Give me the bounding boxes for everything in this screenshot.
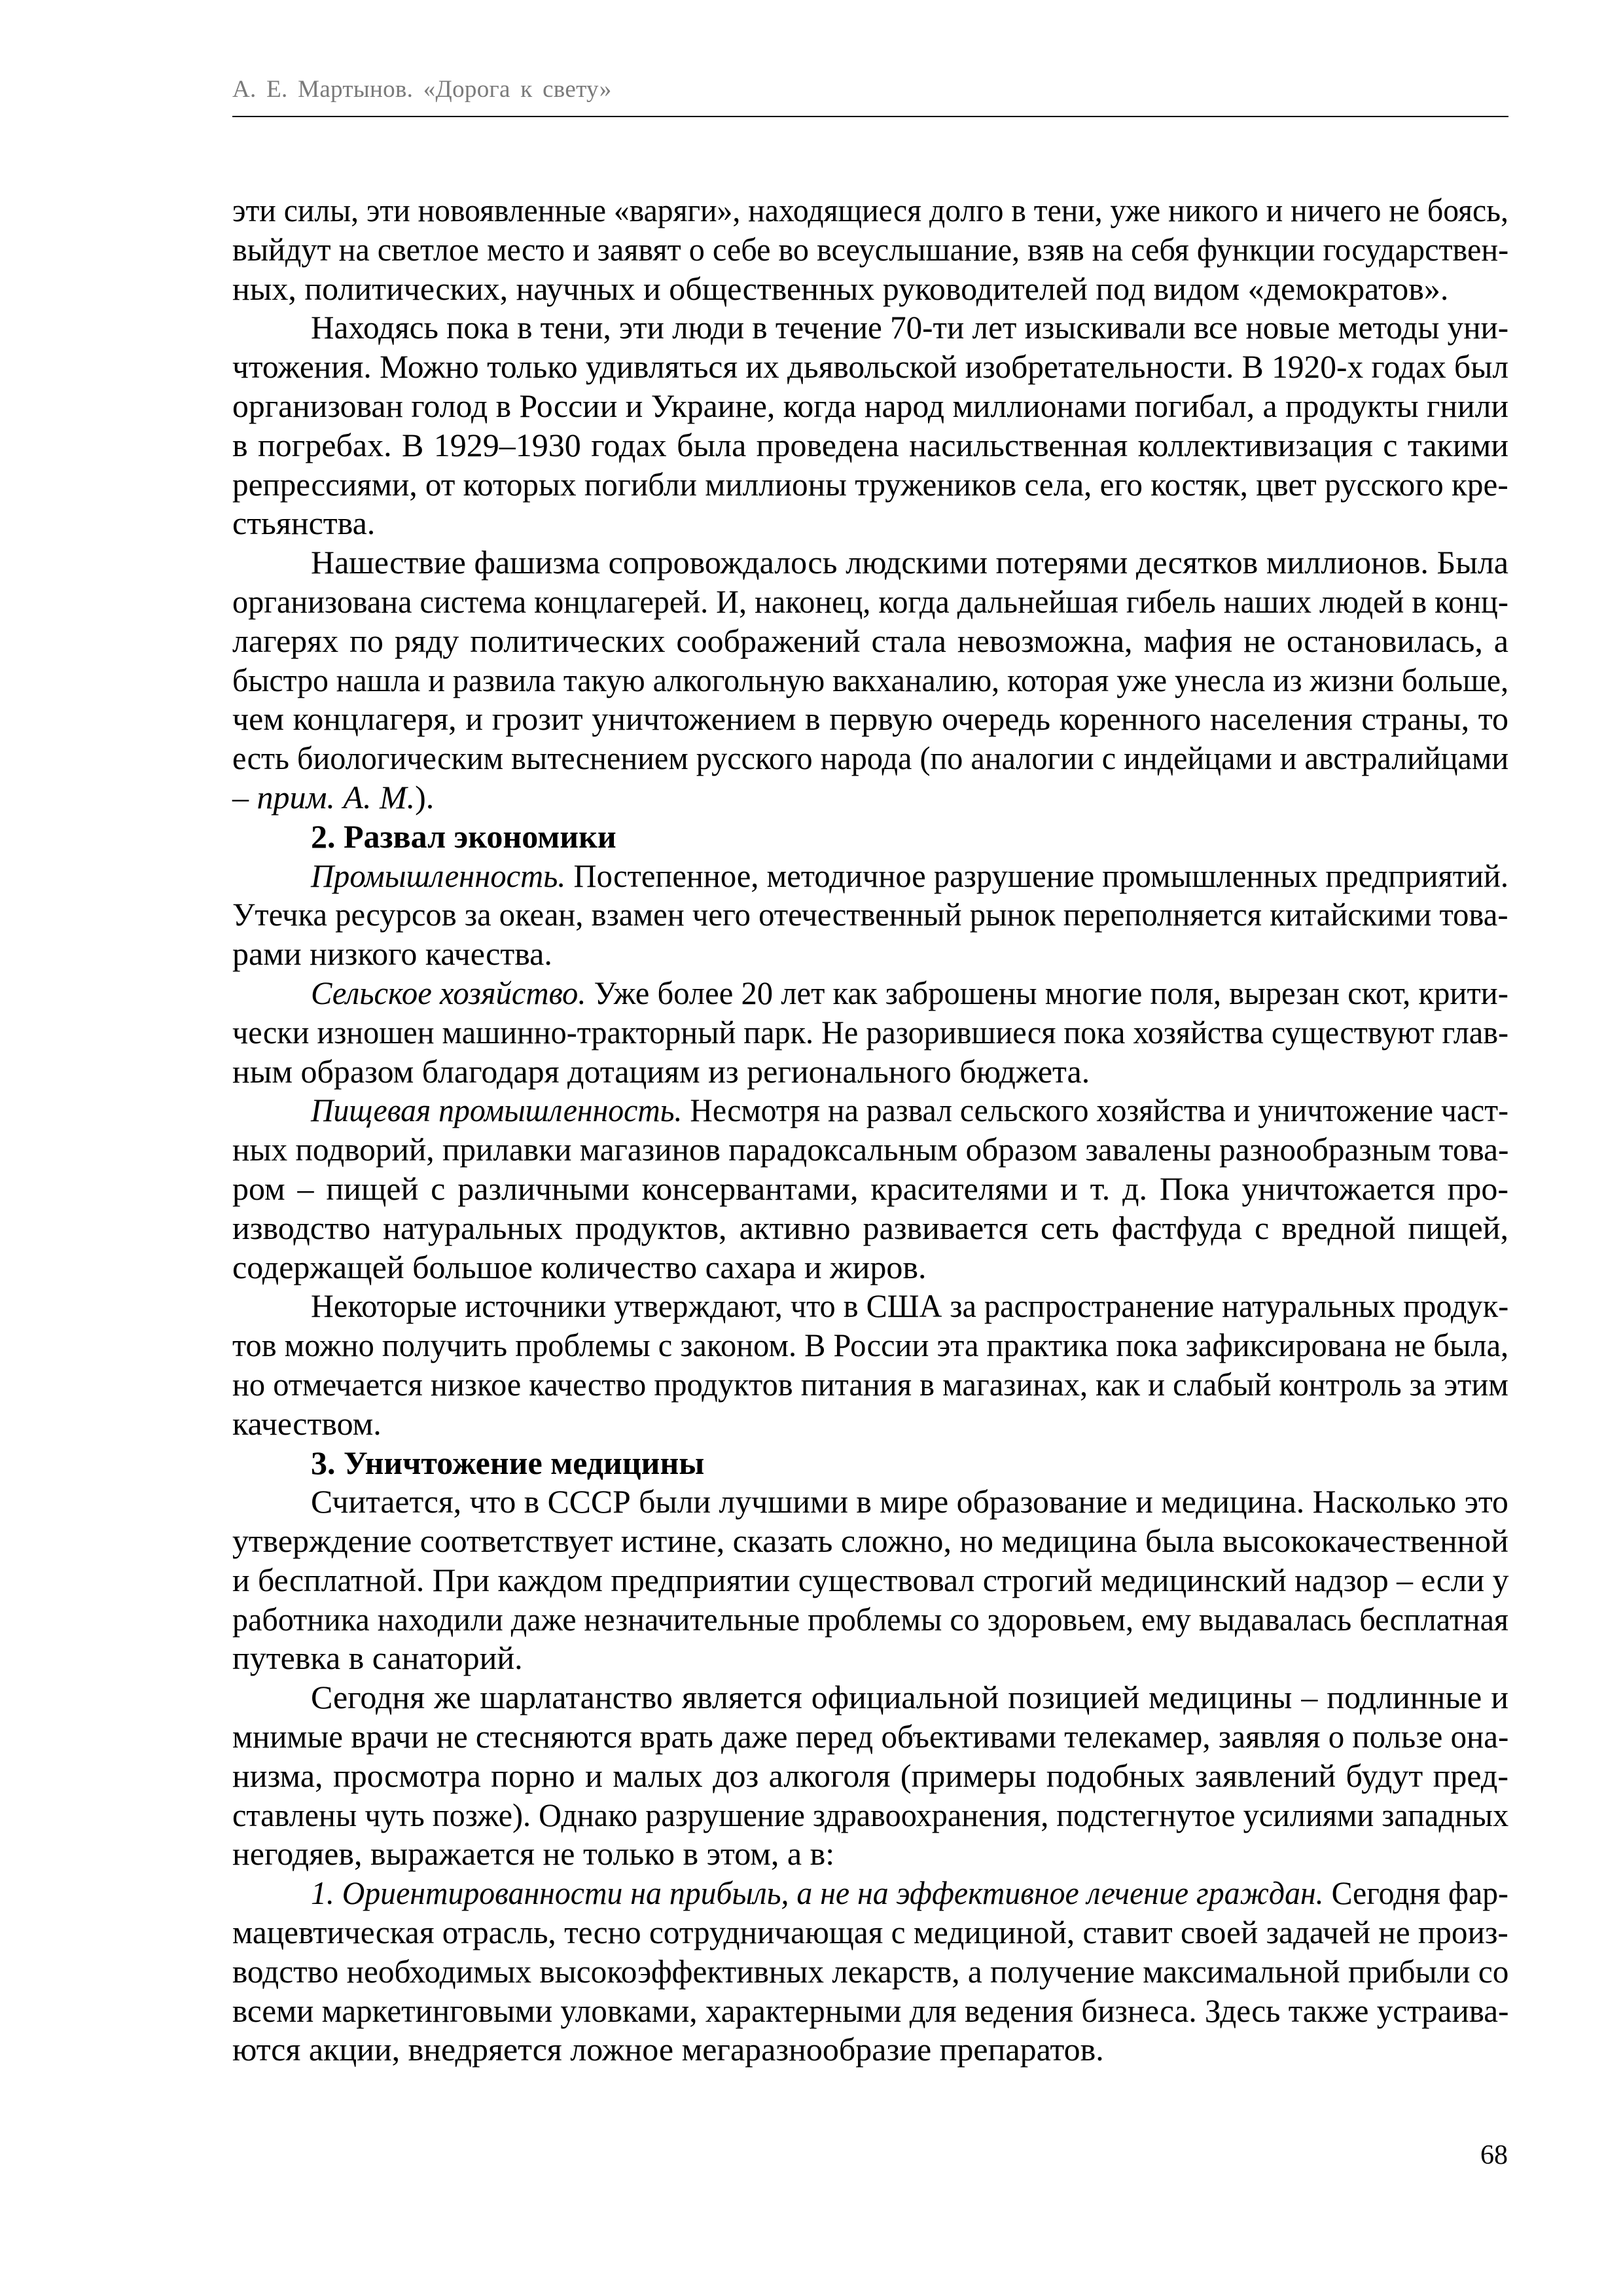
lead-term: 1. Ориентированности на прибыль, а не на эффективное лечение граждан. — [311, 1874, 1324, 1912]
lead-term: Сельское хозяйство. — [311, 974, 586, 1011]
text-line: Утечка ресурсов за океан, взамен чего отечественный рынок переполняется китайскими това- — [232, 896, 1508, 933]
text-line: Находясь пока в тени, эти люди в течение 70-ти лет изыскивали все новые методы уни- — [311, 309, 1509, 346]
lead-term: Пищевая промышленность. — [311, 1092, 683, 1129]
lead-term: Промышленность. — [311, 857, 566, 894]
paragraph-industry — [232, 857, 1508, 974]
text-line: рами низкого качества. — [232, 935, 552, 973]
text-line: 1. Ориентированности на прибыль, а не на эффективное лечение граждан. Сегодня фар- — [311, 1874, 1508, 1912]
text-line: эти силы, эти новоявленные «варяги», находящиеся долго в тени, уже никого и ничего не боясь, — [232, 192, 1508, 228]
text-line: Сельское хозяйство. Уже более 20 лет как заброшены многие поля, вырезан скот, крити- — [311, 974, 1508, 1011]
text-line: содержащей большое количество сахара и жиров. — [232, 1248, 927, 1285]
page-number: 68 — [1480, 2140, 1508, 2170]
text-line: лагерях по ряду политических соображений стала невозможна, мафия не остановилась, а — [232, 622, 1508, 659]
text-line: – прим. А. М.). — [232, 778, 435, 816]
section-heading-medicine: 3. Уничтожение медицины — [311, 1444, 705, 1481]
text-line: чем концлагеря, и грозит уничтожением в первую очередь коренного населения страны, то — [232, 700, 1508, 738]
text-line: выйдут на светлое место и заявят о себе во всеуслышание, взяв на себя функции государствен- — [232, 230, 1509, 268]
text-line: качеством. — [232, 1405, 382, 1442]
text-line: утверждение соответствует истине, сказать сложно, но медицина была высококачественной — [232, 1522, 1508, 1560]
text-line: изводство натуральных продуктов, активно развивается сеть фастфуда с вредной пищей, — [232, 1209, 1508, 1246]
section-heading-economy: 2. Развал экономики — [311, 817, 616, 855]
text-line: и бесплатной. При каждом предприятии существовал строгий медицинский надзор – если у — [232, 1561, 1509, 1598]
body-text — [232, 191, 1508, 2070]
text-line: Нашествие фашизма сопровождалось людскими потерями десятков миллионов. Была — [311, 544, 1508, 581]
text-line: быстро нашла и развила такую алкогольную вакханалию, которая уже унесла из жизни больше, — [232, 661, 1509, 698]
text-line: работника находили даже незначительные проблемы со здоровьем, ему выдавалась бесплатная — [232, 1600, 1509, 1638]
text-line: организована система концлагерей. И, наконец, когда дальнейшая гибель наших людей в конц- — [232, 583, 1508, 620]
text-line: стьянства. — [232, 505, 376, 542]
paragraph-repressions — [232, 308, 1508, 543]
author-note: прим. А. М. — [257, 778, 416, 816]
paragraph-ussr-medicine — [232, 1482, 1508, 1678]
text-line: ных, политических, научных и общественных руководителей под видом «демократов». — [232, 270, 1449, 307]
text-line: низма, просмотра порно и малых доз алкоголя (примеры подобных заявлений будут пред- — [232, 1757, 1508, 1794]
text-line: ставлены чуть позже). Однако разрушение здравоохранения, подстегнутое усилиями западных — [232, 1796, 1509, 1833]
text-line: ных подворий, прилавки магазинов парадоксальным образом завалены разнообразным това- — [232, 1131, 1509, 1168]
header-rule — [232, 116, 1508, 117]
paragraph-agriculture — [232, 974, 1508, 1091]
text-line: Некоторые источники утверждают, что в США за распространение натуральных продук- — [311, 1287, 1509, 1325]
text-line: путевка в санаторий. — [232, 1640, 523, 1677]
text-line: Считается, что в СССР были лучшими в мире образование и медицина. Насколько это — [311, 1483, 1508, 1520]
paragraph-usa — [232, 1287, 1508, 1443]
text-line: чески изношен машинно-тракторный парк. Не разорившиеся пока хозяйства существуют глав- — [232, 1013, 1509, 1050]
paragraph-charlatanism — [232, 1678, 1508, 1874]
running-header: А. Е. Мартынов. «Дорога к свету» — [232, 76, 612, 103]
text-line: негодяев, выражается не только в этом, а в: — [232, 1835, 835, 1873]
text-line: организован голод в России и Украине, когда народ миллионами погибал, а продукты гнили — [232, 387, 1508, 424]
text-line: всеми маркетинговыми уловками, характерными для ведения бизнеса. Здесь также устраива- — [232, 1992, 1509, 2029]
paragraph-fascism — [232, 543, 1508, 817]
paragraph-food-industry — [232, 1091, 1508, 1287]
text-line: но отмечается низкое качество продуктов питания в магазинах, как и слабый контроль за этим — [232, 1365, 1508, 1403]
text-line: ром – пищей с различными консервантами, красителями и т. д. Пока уничтожается про- — [232, 1170, 1508, 1207]
text-line: в погребах. В 1929–1930 годах была проведена насильственная коллективизация с такими — [232, 426, 1508, 463]
text-line: Пищевая промышленность. Несмотря на развал сельского хозяйства и уничтожение част- — [311, 1092, 1508, 1129]
text-line: ным образом благодаря дотациям из регионального бюджета. — [232, 1052, 1090, 1090]
text-line: ются акции, внедряется ложное мегаразнообразие препаратов. — [232, 2031, 1104, 2068]
text-line: тов можно получить проблемы с законом. В России эта практика пока зафиксирована не была, — [232, 1327, 1509, 1364]
text-line: чтожения. Можно только удивляться их дьявольской изобретательности. В 1920-х годах был — [232, 348, 1509, 386]
text-line: репрессиями, от которых погибли миллионы тружеников села, его костяк, цвет русского кре- — [232, 465, 1508, 503]
text-line: мнимые врачи не стесняются врать даже перед объективами телекамер, заявляя о пользе она- — [232, 1718, 1509, 1755]
paragraph-continuation — [232, 191, 1508, 308]
text-line: есть биологическим вытеснением русского народа (по аналогии с индейцами и австралийцами — [232, 740, 1509, 777]
paragraph-profit-orientation — [232, 1874, 1508, 2070]
text-line: водство необходимых высокоэффективных лекарств, а получение максимальной прибыли со — [232, 1952, 1509, 1990]
text-line: Промышленность. Постепенное, методичное разрушение промышленных предприятий. — [311, 857, 1509, 894]
text-line: мацевтическая отрасль, тесно сотрудничающая с медициной, ставит своей задачей не произ- — [232, 1914, 1508, 1951]
text-line: Сегодня же шарлатанство является официальной позицией медицины – подлинные и — [311, 1679, 1508, 1716]
